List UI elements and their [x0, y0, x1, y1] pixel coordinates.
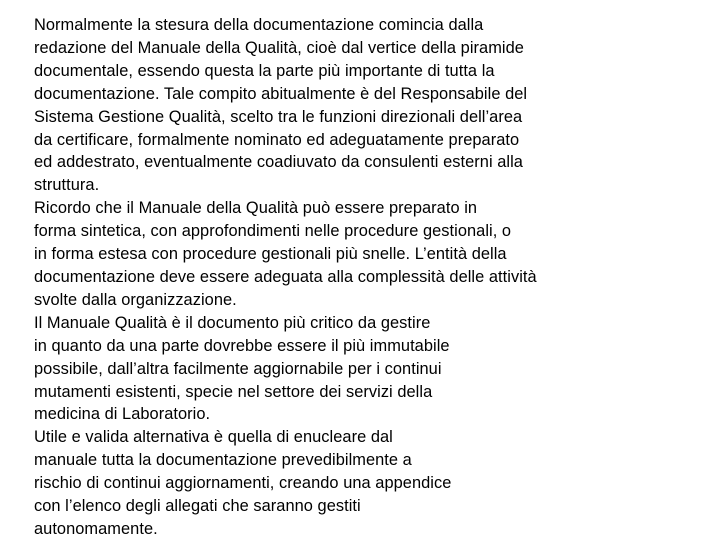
text-line: possibile, dall’altra facilmente aggiornabile per i continui — [34, 359, 442, 378]
text-line: rischio di continui aggiornamenti, creando una appendice — [34, 474, 452, 493]
text-line: Ricordo che il Manuale della Qualità può essere preparato in — [34, 199, 478, 218]
text-line: manuale tutta la documentazione prevedibilmente a — [34, 451, 412, 470]
text-line: svolte dalla organizzazione. — [34, 290, 237, 309]
text-line: in quanto da una parte dovrebbe essere il più immutabile — [34, 336, 450, 355]
body-text — [34, 14, 674, 541]
text-line: con l’elenco degli allegati che saranno gestiti — [34, 497, 361, 516]
text-line: autonomamente. — [34, 519, 158, 538]
text-line: in forma estesa con procedure gestionali più snelle. L’entità della — [34, 245, 507, 264]
text-line: redazione del Manuale della Qualità, cioè dal vertice della piramide — [34, 38, 524, 57]
text-line: documentale, essendo questa la parte più importante di tutta la — [34, 61, 495, 80]
text-line: Normalmente la stesura della documentazione comincia dalla — [34, 16, 484, 34]
text-line: struttura. — [34, 176, 100, 195]
text-line: ed addestrato, eventualmente coadiuvato da consulenti esterni alla — [34, 153, 523, 172]
text-line: mutamenti esistenti, specie nel settore dei servizi della — [34, 382, 433, 401]
text-line: medicina di Laboratorio. — [34, 405, 211, 424]
text-line: da certificare, formalmente nominato ed adeguatamente preparato — [34, 130, 520, 149]
text-line: documentazione. Tale compito abitualmente è del Responsabile del — [34, 84, 528, 103]
text-line: documentazione deve essere adeguata alla complessità delle attività — [34, 267, 537, 286]
text-line: forma sintetica, con approfondimenti nelle procedure gestionali, o — [34, 222, 512, 241]
text-line: Sistema Gestione Qualità, scelto tra le funzioni direzionali dell’area — [34, 107, 523, 126]
text-line: Utile e valida alternativa è quella di enucleare dal — [34, 428, 393, 447]
text-line: Il Manuale Qualità è il documento più critico da gestire — [34, 313, 431, 332]
